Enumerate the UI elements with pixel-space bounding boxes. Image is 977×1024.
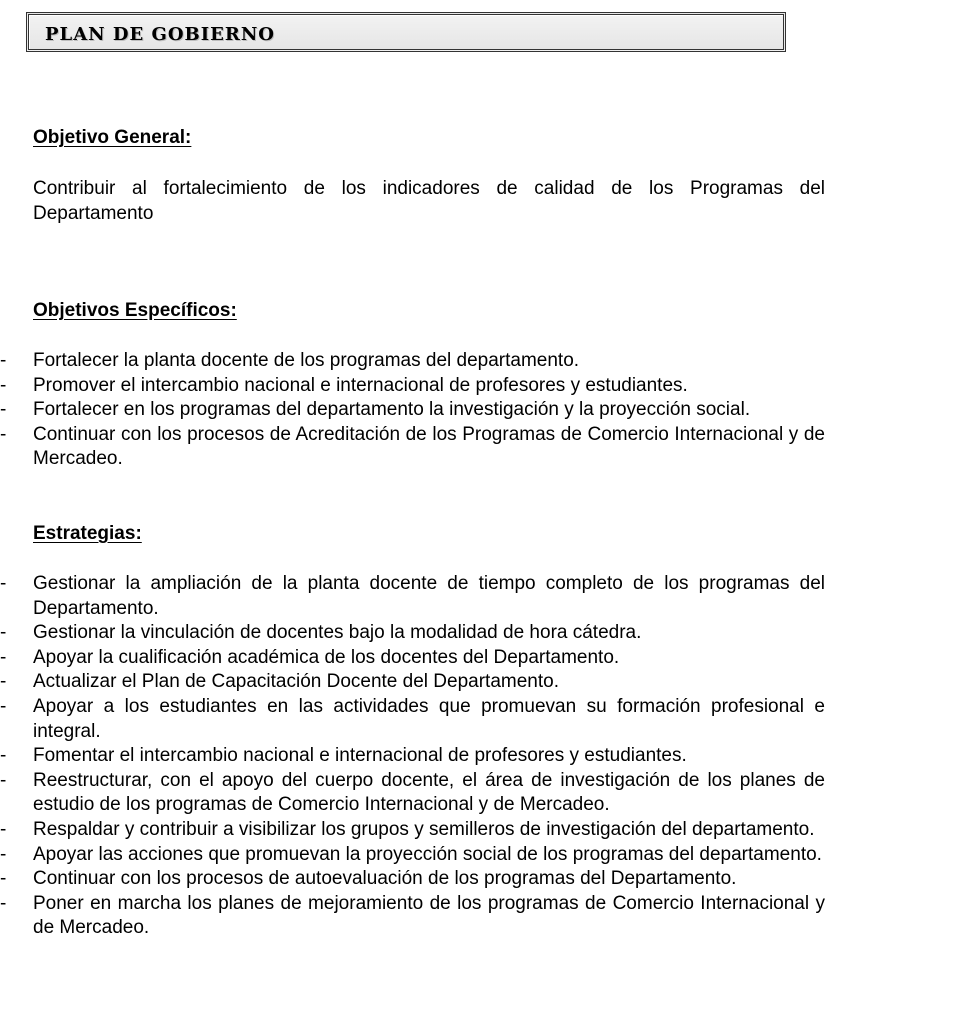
- list-item: [0, 695, 825, 744]
- dash-bullet: -: [0, 695, 7, 717]
- estrategias-list: [0, 572, 825, 941]
- list-item-text: Apoyar a los estudiantes en las actividades que promuevan su formación profesional e integral.: [33, 695, 825, 742]
- list-item: [0, 349, 825, 374]
- list-item: [0, 423, 825, 472]
- list-item: [0, 818, 825, 843]
- dash-bullet: -: [0, 671, 7, 693]
- list-item-text: Continuar con los procesos de autoevaluación de los programas del Departamento.: [33, 868, 737, 890]
- dash-bullet: -: [0, 573, 7, 594]
- objetivos-especificos-heading: Objetivos Específicos:: [33, 300, 237, 321]
- list-item-text: Respaldar y contribuir a visibilizar los grupos y semilleros de investigación del departamento.: [33, 818, 815, 840]
- list-item-text: Fomentar el intercambio nacional e internacional de profesores y estudiantes.: [33, 745, 687, 767]
- dash-bullet: -: [0, 350, 7, 371]
- objetivos-especificos-list: [0, 349, 825, 472]
- list-item: [0, 843, 825, 868]
- list-item-text: Fortalecer la planta docente de los programas del departamento.: [33, 350, 580, 371]
- list-item-text: Gestionar la vinculación de docentes bajo la modalidad de hora cátedra.: [33, 622, 642, 644]
- list-item-text: Actualizar el Plan de Capacitación Docente del Departamento.: [33, 671, 559, 693]
- list-item-text: Gestionar la ampliación de la planta docente de tiempo completo de los programas del Departamento.: [33, 573, 825, 619]
- dash-bullet: -: [0, 892, 7, 914]
- list-item: [0, 769, 825, 818]
- list-item-text: Fortalecer en los programas del departamento la investigación y la proyección social.: [33, 399, 751, 421]
- list-item-text: Continuar con los procesos de Acreditación de los Programas de Comercio Internacional y de Mercadeo.: [33, 423, 825, 470]
- dash-bullet: -: [0, 843, 7, 865]
- list-item: [0, 892, 825, 941]
- list-item-text: Promover el intercambio nacional e internacional de profesores y estudiantes.: [33, 374, 688, 396]
- dash-bullet: -: [0, 399, 7, 421]
- list-item: [0, 646, 825, 671]
- list-item: [0, 572, 825, 621]
- dash-bullet: -: [0, 622, 7, 644]
- list-item: [0, 374, 825, 399]
- estrategias-heading: Estrategias:: [33, 523, 142, 544]
- dash-bullet: -: [0, 769, 7, 791]
- dash-bullet: -: [0, 818, 7, 840]
- list-item-text: Apoyar la cualificación académica de los docentes del Departamento.: [33, 646, 620, 668]
- dash-bullet: -: [0, 868, 7, 890]
- page-title: PLAN DE GOBIERNO: [45, 24, 275, 45]
- list-item: [0, 867, 825, 892]
- list-item: [0, 670, 825, 695]
- list-item-text: Apoyar las acciones que promuevan la proyección social de los programas del departamento.: [33, 843, 822, 865]
- list-item: [0, 621, 825, 646]
- list-item-text: Reestructurar, con el apoyo del cuerpo docente, el área de investigación de los planes de estudio de los programas de Comercio Internacional y de Mercadeo.: [33, 769, 825, 816]
- objetivo-general-text: Contribuir al fortalecimiento de los indicadores de calidad de los Programas del Departamento: [33, 178, 825, 224]
- dash-bullet: -: [0, 745, 7, 767]
- list-item-text: Poner en marcha los planes de mejoramiento de los programas de Comercio Internacional y de Mercadeo.: [33, 892, 825, 939]
- title-box: [26, 12, 786, 52]
- dash-bullet: -: [0, 423, 7, 445]
- dash-bullet: -: [0, 646, 7, 668]
- dash-bullet: -: [0, 374, 7, 396]
- list-item: [0, 398, 825, 423]
- objetivo-general-heading: Objetivo General:: [33, 127, 192, 148]
- list-item: [0, 744, 825, 769]
